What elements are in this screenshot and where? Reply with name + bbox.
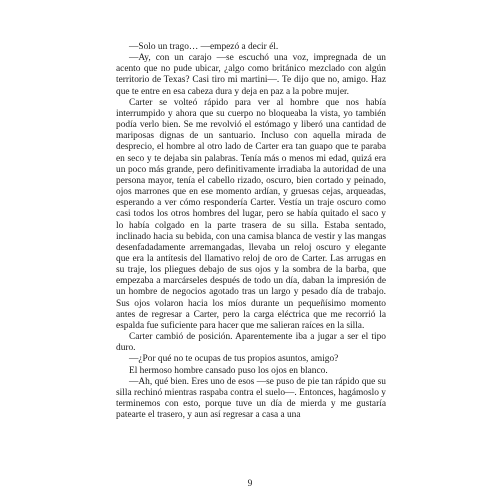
body-text [116, 42, 386, 421]
paragraph: Carter se volteó rápido para ver al hombre que nos había interrumpido y ahora que su cuerpo no bloqueaba la vista, yo también podía verlo bien. Se me revolvió el estómago y liberó una cantidad de mariposas dignas de un santuario. Incluso con aquella mirada de desprecio, el hombre al otro lado de Carter era tan guapo que te paraba en seco y te dejaba sin palabras. Tenía más o menos mi edad, quizá era un poco más grande, pero definitivamente irradiaba la autoridad de una persona mayor, tenía el cabello rizado, oscuro, bien cortado y peinado, ojos marrones que en ese momento ardían, y gruesas cejas, arqueadas, esperando a ver cómo respondería Carter. Vestía un traje oscuro como casi todos los otros hombres del lugar, pero se había quitado el saco y lo había colgado en la parte trasera de su silla. Estaba sentado, inclinado hacia su bebida, con una camisa blanca de vestir y las mangas desenfadadamente arremangadas, llevaba un reloj oscuro y elegante que era la antítesis del llamativo reloj de oro de Carter. Las arrugas en su traje, los pliegues debajo de sus ojos y la sombra de la barba, que empezaba a marcárseles después de todo un día, daban la impresión de un hombre de negocios agotado tras un largo y pesado día de trabajo. Sus ojos volaron hacia los míos durante un pequeñísimo momento antes de regresar a Carter, pero la carga eléctrica que me recorrió la espalda fue suficiente para hacer que me salieran raíces en la silla. [116, 97, 386, 331]
page-number: 9 [247, 479, 253, 489]
paragraph: —Ah, qué bien. Eres uno de esos —se puso de pie tan rápido que su silla rechinó mientras raspaba contra el suelo—. Entonces, hagámoslo y terminemos con esto, porque tuve un día de mierda y me gustaría patearte el trasero, y aun así regresar a casa a una [116, 376, 386, 421]
paragraph: El hermoso hombre cansado puso los ojos en blanco. [129, 365, 328, 376]
paragraph: —Solo un trago… —empezó a decir él. [129, 42, 279, 52]
paragraph: —¿Por qué no te ocupas de tus propios asuntos, amigo? [129, 354, 339, 365]
paragraph: —Ay, con un carajo —se escuchó una voz, impregnada de un acento que no pude ubicar, ¿algo como británico mezclado con algún territorio de Texas? Casi tiro mi martini—. Te dijo que no, amigo. Haz que te entre en esa cabeza dura y deja en paz a la pobre mujer. [116, 53, 386, 97]
paragraph: Carter cambió de posición. Aparentemente iba a jugar a ser el tipo duro. [116, 332, 386, 354]
